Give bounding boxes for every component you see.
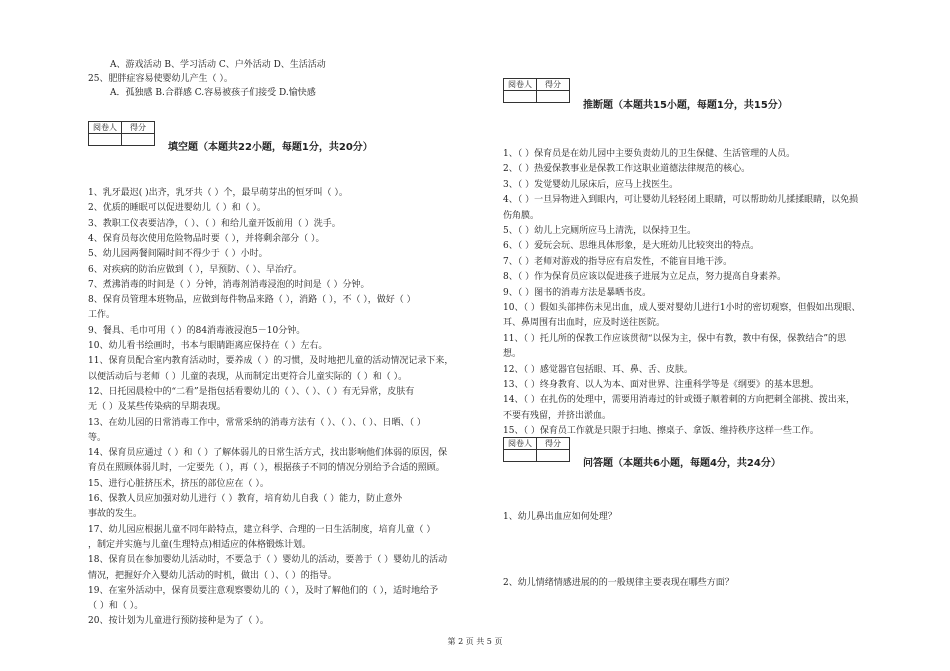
fill-line: 1、乳牙最迟( )出齐，乳牙共（ ）个，最早萌芽出的恒牙叫（ ）。 [88, 188, 348, 198]
judge-line: 3、（ ）发觉婴幼儿尿床后，应马上找医生。 [503, 179, 679, 190]
fill-line: 8、保育员管理本班物品，应做到每件物品来路（ ），消路（ ），不（ ），做好（ ） [88, 295, 416, 306]
fill-line: 11、保育员配合室内教育活动时，要养成（ ）的习惯，及时地把儿童的活动情况记录下来， [88, 356, 454, 367]
fill-line: 4、保育员每次使用危险物品时要（ ），并将剩余部分（ ）。 [88, 233, 325, 244]
judge-line: 13、（ ）终身教育、以人为本、面对世界、注重科学等是《纲要》的基本思想。 [503, 380, 819, 390]
option-line: A．孤独感 B.合群感 C.容易被孩子们接受 D.愉快感 [110, 88, 316, 98]
score-box-cell [504, 450, 537, 462]
fill-line: 20、按计划为儿童进行预防接种是为了（ ）。 [88, 616, 269, 627]
score-box-score: 得分 [122, 122, 155, 134]
judge-line: 8、（ ）作为保育员应该以促进孩子进展为立足点，努力提高自身素养。 [503, 272, 787, 283]
page-footer: 第 2 页 共 5 页 [447, 637, 503, 646]
judge-line: 7、（ ）老师对游戏的指导应有启发性，不能盲目地干涉。 [503, 256, 733, 267]
judge-line: 2、（ ）热爱保教事业是保教工作这职业道德法律规范的核心。 [503, 164, 751, 175]
fill-line: 无（ ）及某些传染病的早期表现。 [88, 402, 226, 413]
judge-line: 12、（ ）感觉器官包括眼、耳、鼻、舌、皮肤。 [503, 364, 693, 375]
score-box-cell [89, 134, 122, 146]
section-title-judge: 推断题（本题共15小题，每题1分，共15分） [583, 100, 788, 111]
score-box-cell [537, 91, 570, 103]
score-box-score: 得分 [537, 79, 570, 91]
score-box-cell [537, 450, 570, 462]
judge-line: 不要有残留，并挤出淤血。 [503, 410, 612, 421]
fill-line: 情况，把握好介入婴幼儿活动的时机，做出（ ）、（ ）的指导。 [88, 570, 337, 581]
judge-line: 10、（ ）假如头部摔伤未见出血，成人要对婴幼儿进行1小时的密切观察，但假如出现眼、 [503, 303, 861, 313]
fill-line: 15、进行心脏挤压术，挤压的部位应在（ ）。 [88, 478, 269, 489]
fill-line: 7、煮沸消毒的时间是（ ）分钟，消毒剂消毒浸泡的时间是（ ）分钟。 [88, 279, 370, 290]
fill-line: 14、保育员应通过（ ）和（ ）了解体弱儿的日常生活方式，找出影响他们体弱的原因，保 [88, 448, 448, 459]
qa-question-2: 2、幼儿情绪情感进展的的一般规律主要表现在哪些方面？ [503, 578, 734, 588]
judge-line: 耳、鼻周围有出血时，应及时送往医院。 [503, 318, 666, 329]
fill-line: （ ）和（ ）。 [88, 601, 144, 612]
fill-line: 9、餐具、毛巾可用（ ）的84消毒液浸泡5－10分钟。 [88, 325, 306, 336]
fill-line: 3、教职工仪表要洁净，（ ）、（ ）和给儿童开饭前用（ ）洗手。 [88, 218, 341, 229]
fill-line: 19、在室外活动中，保育员要注意观察婴幼儿的（ ），及时了解他们的（ ），适时地给予 [88, 585, 439, 596]
score-box-grader: 阅卷人 [89, 122, 122, 134]
option-line: A、游戏活动 B、学习活动 C、户外活动 D、生活活动 [110, 60, 326, 70]
fill-line: 6、对疾病的防治应做到（ ），早预防、（ ）、早治疗。 [88, 264, 302, 275]
score-box-grader: 阅卷人 [504, 79, 537, 91]
fill-line: 工作。 [88, 310, 116, 321]
judge-line: 14、（ ）在扎伤的处理中，需要用消毒过的针或镊子顺着刺的方向把刺全部挑、拨出来， [503, 395, 855, 406]
fill-line: 2、优质的睡眠可以促进婴幼儿（ ）和（ ）。 [88, 203, 266, 214]
qa-question-1: 1、幼儿鼻出血应如何处理？ [503, 512, 617, 522]
fill-line: 18、保育员在参加婴幼儿活动时，不要急于（ ）婴幼儿的活动，要善于（ ）婴幼儿的活动 [88, 555, 448, 566]
fill-line: 以便活动后与老师（ ）儿童的表现，从而制定出更符合儿童实际的（ ）和（ ）。 [88, 371, 408, 382]
fill-line: 事故的发生。 [88, 509, 143, 520]
judge-line: 4、（ ）一旦异物进入到眼内，可让婴幼儿轻轻闭上眼睛，可以帮助幼儿揉揉眼睛，以免损 [503, 195, 859, 206]
judge-line: 11、（ ）托儿所的保教工作应该贯彻“以保为主，保中有教，教中有保，保教结合”的思 [503, 333, 847, 344]
fill-line: 5、幼儿园两餐间隔时间不得少于（ ）小时。 [88, 249, 268, 260]
fill-line: ，制定并实施与儿童(生理特点)相适应的体格锻炼计划。 [88, 539, 312, 550]
judge-line: 1、（ ）保育员是在幼儿园中主要负责幼儿的卫生保健、生活管理的人员。 [503, 149, 796, 159]
fill-line: 13、在幼儿园的日常消毒工作中，常常采纳的消毒方法有（ ）、（ ）、（ ）、日晒、（ ） [88, 417, 426, 428]
score-box-cell [122, 134, 155, 146]
score-box [503, 437, 570, 462]
section-title-fill: 填空题（本题共22小题，每题1分，共20分） [168, 142, 373, 153]
score-box-cell [504, 91, 537, 103]
fill-line: 17、幼儿园应根据儿童不同年龄特点，建立科学、合理的一日生活制度，培育儿童（ ） [88, 524, 436, 535]
judge-line: 伤角膜。 [503, 210, 540, 221]
judge-line: 9、（ ）图书的消毒方法是暴晒书皮。 [503, 287, 652, 298]
fill-line: 等。 [88, 432, 107, 443]
judge-line: 6、（ ）爱玩会玩、思维具体形象，是大班幼儿比较突出的特点。 [503, 241, 760, 252]
fill-line: 育员在照顾体弱儿时，一定要先（ ），再（ ），根据孩子不同的情况分别给予合适的照顾。 [88, 463, 445, 474]
judge-line: 15、（ ）保育员工作就是只限于扫地、擦桌子、拿饭、维持秩序这样一些工作。 [503, 426, 819, 437]
score-box [503, 78, 570, 103]
score-box-grader: 阅卷人 [504, 438, 537, 450]
question-25: 25、肥胖症容易使婴幼儿产生（ ）。 [88, 74, 233, 84]
score-box-score: 得分 [537, 438, 570, 450]
section-title-qa: 问答题（本题共6小题，每题4分，共24分） [583, 458, 781, 469]
score-box [88, 121, 155, 146]
fill-line: 16、保教人员应加强对幼儿进行（ ）教育，培育幼儿自我（ ）能力，防止意外 [88, 494, 403, 504]
fill-line: 12、日托园晨检中的“二看”是指包括看婴幼儿的（ ）、（ ）、（ ）有无异常，皮肤有 [88, 386, 415, 397]
judge-line: 想。 [503, 349, 522, 360]
judge-line: 5、（ ）幼儿上完厕所应马上清洗，以保持卫生。 [503, 226, 697, 236]
fill-line: 10、幼儿看书绘画时，书本与眼睛距离应保持在（ ）左右。 [88, 341, 328, 351]
